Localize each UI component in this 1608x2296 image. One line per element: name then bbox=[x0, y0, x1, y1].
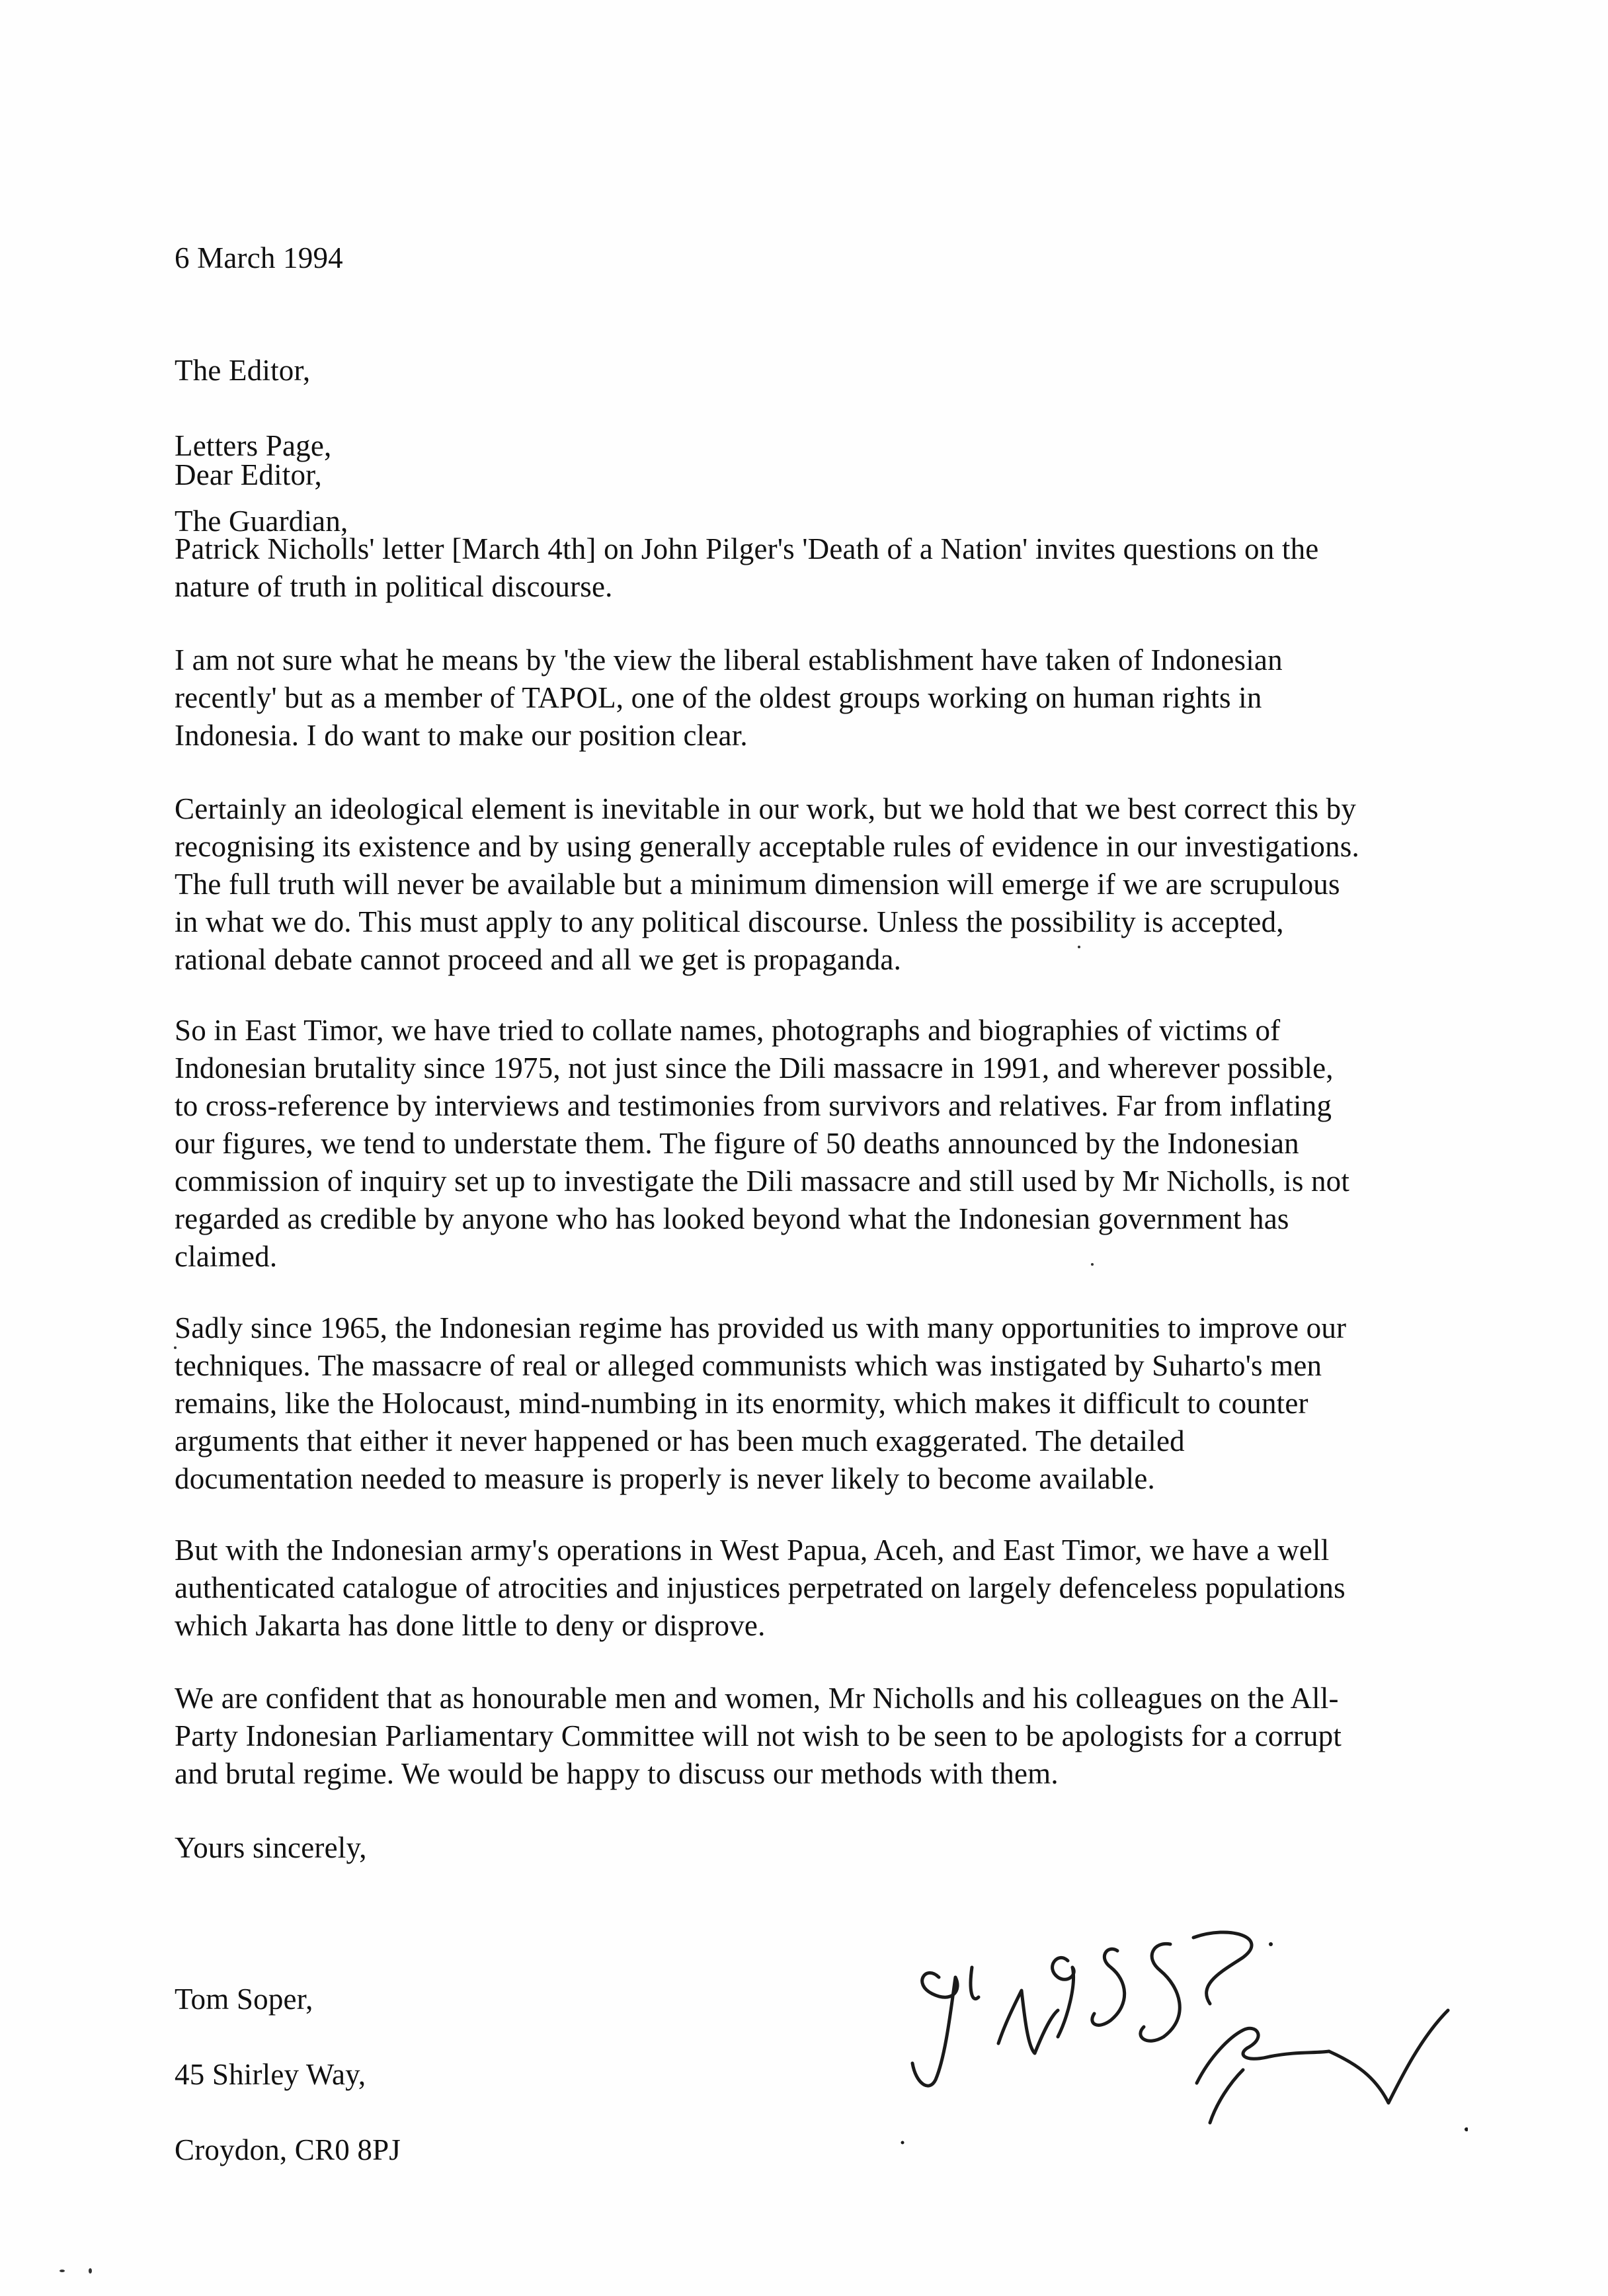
letter-date: 6 March 1994 bbox=[175, 241, 343, 274]
handwritten-signature bbox=[899, 1905, 1468, 2149]
sender-address bbox=[175, 1943, 401, 2207]
paragraph-line: So in East Timor, we have tried to collate names, photographs and biographies of victims of bbox=[175, 1014, 1281, 1047]
paragraph-line: and brutal regime. We would be happy to discuss our methods with them. bbox=[175, 1757, 1059, 1790]
recipient-line: The Guardian, bbox=[175, 505, 348, 538]
body-paragraph-4 bbox=[175, 1012, 1431, 1276]
body-paragraph-6 bbox=[175, 1532, 1431, 1645]
scan-speck bbox=[1078, 946, 1080, 948]
paragraph-line: which Jakarta has done little to deny or disprove. bbox=[175, 1609, 766, 1642]
paragraph-line: Indonesian brutality since 1975, not just since the Dili massacre in 1991, and wherever possible, bbox=[175, 1051, 1334, 1085]
paragraph-line: to cross-reference by interviews and testimonies from survivors and relatives. Far from inflating bbox=[175, 1089, 1332, 1122]
recipient-line: The Editor, bbox=[175, 354, 311, 387]
scan-speck bbox=[1091, 1263, 1094, 1266]
paragraph-line: Party Indonesian Parliamentary Committee will not wish to be seen to be apologists for a corrupt bbox=[175, 1719, 1342, 1752]
scan-speck bbox=[89, 2268, 92, 2274]
paragraph-line: recognising its existence and by using generally acceptable rules of evidence in our investigations. bbox=[175, 830, 1359, 863]
paragraph-line: remains, like the Holocaust, mind-numbing in its enormity, which makes it difficult to counter bbox=[175, 1387, 1308, 1420]
paragraph-line: techniques. The massacre of real or alleged communists which was instigated by Suharto's men bbox=[175, 1349, 1322, 1382]
paragraph-line: in what we do. This must apply to any political discourse. Unless the possibility is accepted, bbox=[175, 905, 1284, 938]
paragraph-line: Indonesia. I do want to make our position clear. bbox=[175, 719, 748, 752]
paragraph-line: Patrick Nicholls' letter [March 4th] on John Pilger's 'Death of a Nation' invites questions on the bbox=[175, 532, 1319, 565]
salutation: Dear Editor, bbox=[175, 458, 323, 491]
paragraph-line: commission of inquiry set up to investigate the Dili massacre and still used by Mr Nicholls, is not bbox=[175, 1165, 1350, 1198]
sender-line: Tom Soper, bbox=[175, 1983, 313, 2016]
scan-speck bbox=[174, 1346, 177, 1349]
body-paragraph-5 bbox=[175, 1309, 1431, 1498]
paragraph-line: The full truth will never be available but a minimum dimension will emerge if we are scrupulous bbox=[175, 868, 1340, 901]
body-paragraph-7 bbox=[175, 1680, 1431, 1793]
paragraph-line: our figures, we tend to understate them. The figure of 50 deaths announced by the Indonesian bbox=[175, 1127, 1299, 1160]
paragraph-line: regarded as credible by anyone who has looked beyond what the Indonesian government has bbox=[175, 1202, 1289, 1235]
paragraph-line: Sadly since 1965, the Indonesian regime has provided us with many opportunities to improve our bbox=[175, 1311, 1347, 1344]
paragraph-line: rational debate cannot proceed and all we get is propaganda. bbox=[175, 943, 902, 976]
recipient-line: Letters Page, bbox=[175, 429, 332, 462]
body-paragraph-3 bbox=[175, 790, 1431, 979]
paragraph-line: Certainly an ideological element is inevitable in our work, but we hold that we best correct this by bbox=[175, 792, 1357, 825]
paragraph-line: We are confident that as honourable men and women, Mr Nicholls and his colleagues on the All- bbox=[175, 1682, 1339, 1715]
paragraph-line: I am not sure what he means by 'the view the liberal establishment have taken of Indonesian bbox=[175, 643, 1283, 676]
body-paragraph-1 bbox=[175, 530, 1431, 606]
paragraph-line: But with the Indonesian army's operations in West Papua, Aceh, and East Timor, we have a well bbox=[175, 1534, 1330, 1567]
sender-line: 45 Shirley Way, bbox=[175, 2058, 366, 2091]
closing: Yours sincerely, bbox=[175, 1831, 367, 1864]
paragraph-line: arguments that either it never happened or has been much exaggerated. The detailed bbox=[175, 1424, 1185, 1457]
sender-line: Croydon, CR0 8PJ bbox=[175, 2133, 401, 2166]
paragraph-line: authenticated catalogue of atrocities and injustices perpetrated on largely defenceless populations bbox=[175, 1571, 1346, 1604]
paragraph-line: claimed. bbox=[175, 1240, 278, 1273]
scan-speck bbox=[60, 2270, 65, 2272]
paragraph-line: nature of truth in political discourse. bbox=[175, 570, 613, 603]
body-paragraph-2 bbox=[175, 641, 1431, 755]
paragraph-line: recently' but as a member of TAPOL, one of the oldest groups working on human rights in bbox=[175, 681, 1262, 714]
paragraph-line: documentation needed to measure is properly is never likely to become available. bbox=[175, 1462, 1155, 1495]
